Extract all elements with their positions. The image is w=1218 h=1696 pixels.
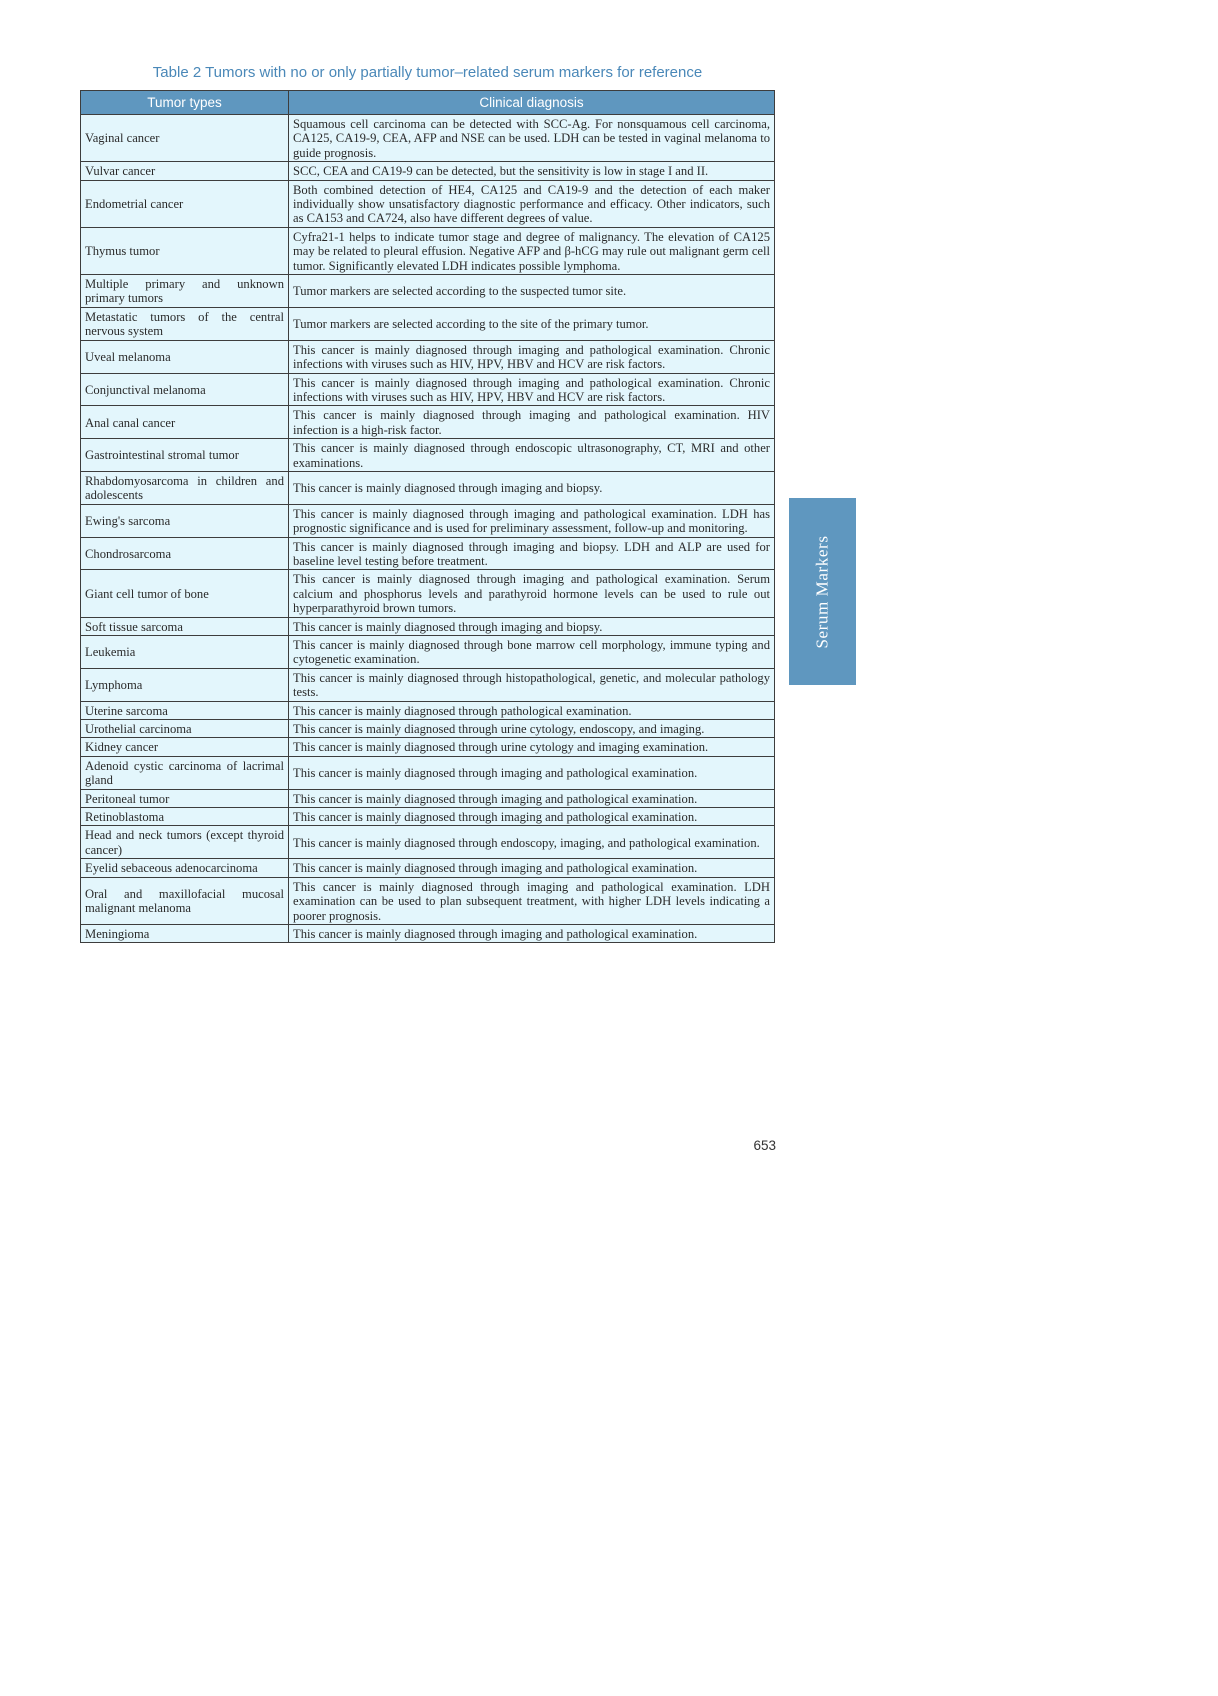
tumor-type-cell: Soft tissue sarcoma [81,617,289,635]
tumor-type-cell: Chondrosarcoma [81,537,289,570]
table-row [81,636,775,669]
table-row [81,227,775,274]
tumor-type-cell: Eyelid sebaceous adenocarcinoma [81,859,289,877]
tumor-type-cell: Uterine sarcoma [81,701,289,719]
tumor-type-cell: Vaginal cancer [81,115,289,162]
table-row [81,826,775,859]
table-row [81,180,775,227]
table-row [81,789,775,807]
clinical-diagnosis-cell: This cancer is mainly diagnosed through imaging and pathological examination. [289,924,775,942]
tumor-type-cell: Thymus tumor [81,227,289,274]
table-row [81,570,775,617]
clinical-diagnosis-cell: This cancer is mainly diagnosed through endoscopic ultrasonography, CT, MRI and other examinations. [289,439,775,472]
page-number: 653 [753,1138,776,1153]
clinical-diagnosis-cell: Tumor markers are selected according to the suspected tumor site. [289,275,775,308]
table-row [81,701,775,719]
table-caption: Table 2 Tumors with no or only partially tumor–related serum markers for reference [152,64,703,81]
table-row [81,115,775,162]
table-row [81,756,775,789]
tumor-type-cell: Rhabdomyosarcoma in children and adolescents [81,471,289,504]
table-row [81,537,775,570]
clinical-diagnosis-cell: This cancer is mainly diagnosed through imaging and pathological examination. Chronic infections with viruses such as HIV, HPV, HBV and HCV are risk factors. [289,340,775,373]
table-row [81,439,775,472]
tumor-type-cell: Urothelial carcinoma [81,720,289,738]
tumor-type-cell: Meningioma [81,924,289,942]
tumor-type-cell: Multiple primary and unknown primary tumors [81,275,289,308]
table-row [81,924,775,942]
tumor-type-cell: Endometrial cancer [81,180,289,227]
tumor-type-cell: Adenoid cystic carcinoma of lacrimal gland [81,756,289,789]
table-row [81,808,775,826]
tumor-type-cell: Ewing's sarcoma [81,504,289,537]
table-row [81,307,775,340]
clinical-diagnosis-cell: This cancer is mainly diagnosed through endoscopy, imaging, and pathological examination. [289,826,775,859]
tumor-type-cell: Metastatic tumors of the central nervous system [81,307,289,340]
tumor-type-cell: Head and neck tumors (except thyroid cancer) [81,826,289,859]
table-body [81,115,775,943]
clinical-diagnosis-cell: This cancer is mainly diagnosed through imaging and biopsy. LDH and ALP are used for baseline level testing before treatment. [289,537,775,570]
tumor-type-cell: Leukemia [81,636,289,669]
clinical-diagnosis-cell: This cancer is mainly diagnosed through imaging and pathological examination. [289,808,775,826]
tumor-type-cell: Peritoneal tumor [81,789,289,807]
table-row [81,504,775,537]
table-row [81,617,775,635]
tumor-type-cell: Conjunctival melanoma [81,373,289,406]
tumor-type-cell: Anal canal cancer [81,406,289,439]
clinical-diagnosis-cell: This cancer is mainly diagnosed through imaging and pathological examination. Chronic infections with viruses such as HIV, HPV, HBV and HCV are risk factors. [289,373,775,406]
tumor-type-cell: Uveal melanoma [81,340,289,373]
clinical-diagnosis-cell: This cancer is mainly diagnosed through imaging and biopsy. [289,617,775,635]
clinical-diagnosis-cell: This cancer is mainly diagnosed through imaging and pathological examination. [289,789,775,807]
clinical-diagnosis-cell: SCC, CEA and CA19-9 can be detected, but the sensitivity is low in stage I and II. [289,162,775,180]
clinical-diagnosis-cell: This cancer is mainly diagnosed through imaging and pathological examination. LDH has prognostic significance and is used for preliminary assessment, follow-up and monitoring. [289,504,775,537]
table-row [81,340,775,373]
tumor-type-cell: Giant cell tumor of bone [81,570,289,617]
column-header-clinical-diagnosis: Clinical diagnosis [289,91,775,115]
table-row [81,668,775,701]
clinical-diagnosis-cell: Tumor markers are selected according to the site of the primary tumor. [289,307,775,340]
clinical-diagnosis-cell: Cyfra21-1 helps to indicate tumor stage and degree of malignancy. The elevation of CA125 may be related to pleural effusion. Negative AFP and β-hCG may rule out malignant germ cell tumor. Significantly elevated LDH indicates possible lymphoma. [289,227,775,274]
section-side-tab [789,498,856,685]
clinical-diagnosis-cell: This cancer is mainly diagnosed through imaging and pathological examination. LDH examination can be used to plan subsequent treatment, with higher LDH levels indicating a poorer prognosis. [289,877,775,924]
clinical-diagnosis-cell: Both combined detection of HE4, CA125 and CA19-9 and the detection of each maker individually show unsatisfactory diagnostic performance and efficacy. Other indicators, such as CA153 and CA724, also have different degrees of value. [289,180,775,227]
table-header-row [81,91,775,115]
tumor-type-cell: Lymphoma [81,668,289,701]
tumor-type-cell: Retinoblastoma [81,808,289,826]
table-row [81,471,775,504]
tumor-type-cell: Vulvar cancer [81,162,289,180]
side-tab-label: Serum Markers [812,534,832,649]
table-row [81,859,775,877]
clinical-diagnosis-cell: This cancer is mainly diagnosed through bone marrow cell morphology, immune typing and cytogenetic examination. [289,636,775,669]
clinical-diagnosis-cell: This cancer is mainly diagnosed through imaging and pathological examination. [289,859,775,877]
table-row [81,406,775,439]
clinical-diagnosis-cell: This cancer is mainly diagnosed through pathological examination. [289,701,775,719]
table-row [81,275,775,308]
column-header-tumor-types: Tumor types [81,91,289,115]
clinical-diagnosis-cell: Squamous cell carcinoma can be detected with SCC-Ag. For nonsquamous cell carcinoma, CA125, CA19-9, CEA, AFP and NSE can be used. LDH can be tested in vaginal melanoma to guide prognosis. [289,115,775,162]
clinical-diagnosis-cell: This cancer is mainly diagnosed through imaging and pathological examination. Serum calcium and phosphorus levels and parathyroid hormone levels can be used to rule out hyperparathyroid brown tumors. [289,570,775,617]
tumor-markers-table [80,90,775,943]
clinical-diagnosis-cell: This cancer is mainly diagnosed through imaging and biopsy. [289,471,775,504]
table-row [81,373,775,406]
table-row [81,738,775,756]
tumor-type-cell: Oral and maxillofacial mucosal malignant melanoma [81,877,289,924]
clinical-diagnosis-cell: This cancer is mainly diagnosed through imaging and pathological examination. HIV infection is a high-risk factor. [289,406,775,439]
table-row [81,720,775,738]
table-row [81,162,775,180]
tumor-type-cell: Gastrointestinal stromal tumor [81,439,289,472]
clinical-diagnosis-cell: This cancer is mainly diagnosed through imaging and pathological examination. [289,756,775,789]
clinical-diagnosis-cell: This cancer is mainly diagnosed through urine cytology and imaging examination. [289,738,775,756]
clinical-diagnosis-cell: This cancer is mainly diagnosed through histopathological, genetic, and molecular pathology tests. [289,668,775,701]
table-row [81,877,775,924]
tumor-type-cell: Kidney cancer [81,738,289,756]
clinical-diagnosis-cell: This cancer is mainly diagnosed through urine cytology, endoscopy, and imaging. [289,720,775,738]
